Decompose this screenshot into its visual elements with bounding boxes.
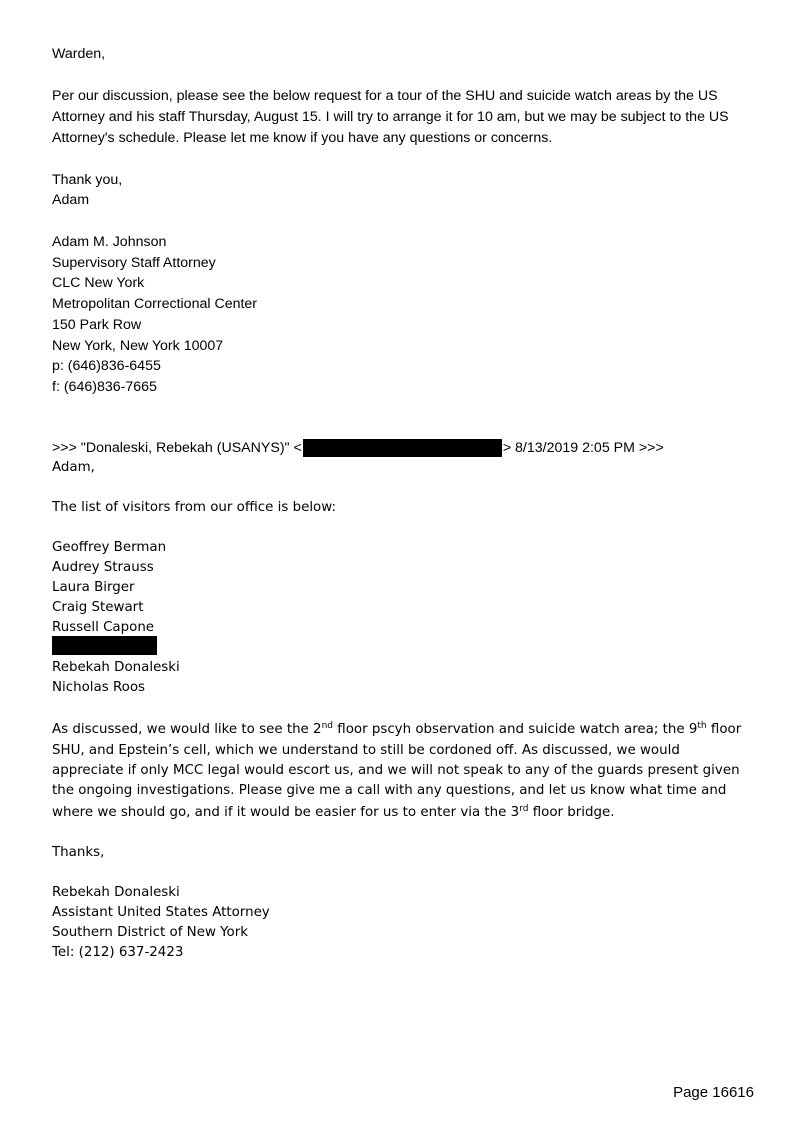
- closing: Thank you,: [52, 172, 123, 188]
- body-line: Per our discussion, please see the below request for a tour of the SHU and suicide watch areas by the US: [52, 88, 718, 104]
- visitors-intro: The list of visitors from our office is below:: [52, 500, 336, 515]
- visitor-name: Russell Capone: [52, 620, 155, 635]
- signature-line: Southern District of New York: [52, 925, 249, 940]
- signature-line: f: (646)836-7665: [52, 379, 157, 395]
- forward-header: [52, 438, 664, 458]
- visitor-redacted: [52, 636, 157, 656]
- visitor-name: Nicholas Roos: [52, 680, 146, 695]
- forward-header-date: > 8/13/2019 2:05 PM >>>: [502, 440, 664, 456]
- greeting-warden: Warden,: [52, 46, 106, 62]
- signature-line: Rebekah Donaleski: [52, 885, 180, 900]
- redaction-box: [52, 636, 157, 655]
- signature-line: New York, New York 10007: [52, 338, 224, 354]
- body-line: SHU, and Epstein’s cell, which we understand to still be cordoned off. As discussed, we would: [52, 743, 680, 758]
- visitor-name: Audrey Strauss: [52, 560, 154, 575]
- signature-line: Tel: (212) 637-2423: [52, 945, 184, 960]
- greeting-adam: Adam,: [52, 460, 95, 475]
- body-line: where we should go, and if it would be easier for us to enter via the 3rd floor bridge.: [52, 804, 615, 820]
- body-line: As discussed, we would like to see the 2nd floor pscyh observation and suicide watch area; the 9th floor: [52, 721, 742, 737]
- redaction-box: [303, 439, 502, 457]
- signature-line: Supervisory Staff Attorney: [52, 255, 216, 271]
- signature-line: 150 Park Row: [52, 317, 142, 333]
- visitor-name: Laura Birger: [52, 580, 135, 595]
- body-line: the ongoing investigations. Please give me a call with any questions, and let us know what time and: [52, 783, 727, 798]
- body-line: appreciate if only MCC legal would escort us, and we will not speak to any of the guards present given: [52, 763, 740, 778]
- visitor-name: Geoffrey Berman: [52, 540, 167, 555]
- forward-header-sender: >>> "Donaleski, Rebekah (USANYS)" <: [52, 440, 302, 456]
- closing: Thanks,: [52, 845, 105, 860]
- body-line: Attorney's schedule. Please let me know if you have any questions or concerns.: [52, 130, 553, 146]
- signature-line: Metropolitan Correctional Center: [52, 296, 258, 312]
- visitor-name: Rebekah Donaleski: [52, 660, 180, 675]
- signature-line: Adam M. Johnson: [52, 234, 167, 250]
- signature-line: Assistant United States Attorney: [52, 905, 270, 920]
- closing-name: Adam: [52, 192, 90, 208]
- signature-line: CLC New York: [52, 275, 145, 291]
- page-number: Page 16616: [673, 1084, 754, 1101]
- body-line: Attorney and his staff Thursday, August 15. I will try to arrange it for 10 am, but we may be subject to the US: [52, 109, 729, 125]
- visitor-name: Craig Stewart: [52, 600, 144, 615]
- signature-line: p: (646)836-6455: [52, 358, 161, 374]
